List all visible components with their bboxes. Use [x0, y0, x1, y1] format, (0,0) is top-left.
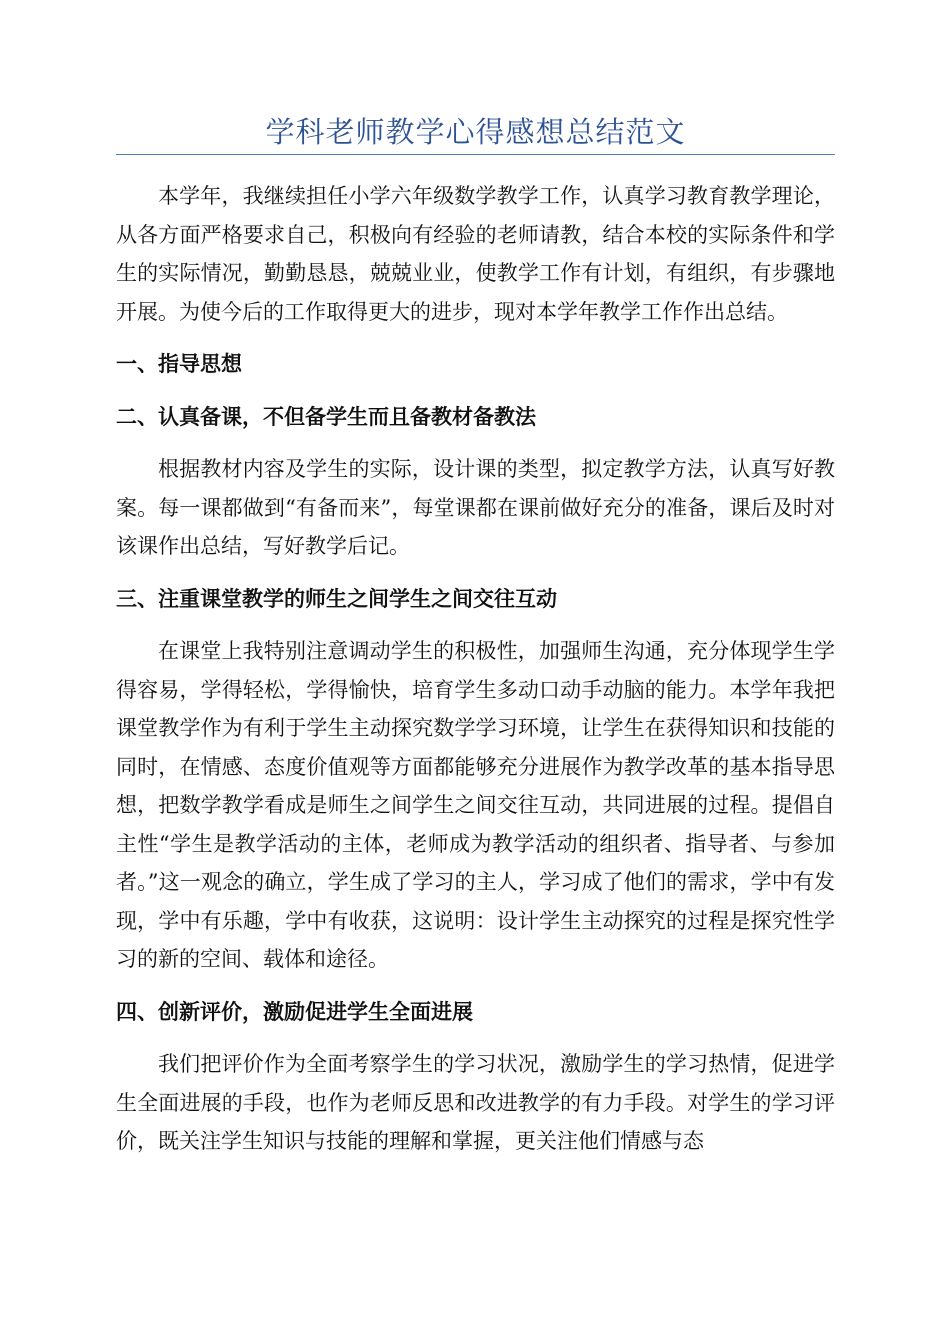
- document-title: 学科老师教学心得感想总结范文: [265, 115, 686, 149]
- section-body-2: 根据教材内容及学生的实际，设计课的类型，拟定教学方法，认真写好教案。每一课都做到“有备而来”，每堂课都在课前做好充分的准备，课后及时对该课作出总结，写好教学后记。: [116, 457, 835, 558]
- intro-paragraph: 本学年，我继续担任小学六年级数学教学工作，认真学习教育教学理论，从各方面严格要求自己，积极向有经验的老师请教，结合本校的实际条件和学生的实际情况，勤勤恳恳，兢兢业业，使教学工作有计划，有组织，有步骤地开展。为使今后的工作取得更大的进步，现对本学年教学工作作出总结。: [116, 184, 835, 324]
- section-body-3: 在课堂上我特别注意调动学生的积极性，加强师生沟通，充分体现学生学得容易，学得轻松，学得愉快，培育学生多动口动手动脑的能力。本学年我把课堂教学作为有利于学生主动探究数学学习环境，让学生在获得知识和技能的同时，在情感、态度价值观等方面都能够充分进展作为教学改革的基本指导思想，把数学教学看成是师生之间学生之间交往互动，共同进展的过程。提倡自主性“学生是教学活动的主体，老师成为教学活动的组织者、指导者、与参加者。”这一观念的确立，学生成了学习的主人，学习成了他们的需求，学中有发现，学中有乐趣，学中有收获，这说明：设计学生主动探究的过程是探究性学习的新的空间、载体和途径。: [116, 639, 835, 971]
- section-body-4: 我们把评价作为全面考察学生的学习状况，激励学生的学习热情，促进学生全面进展的手段，也作为老师反思和改进教学的有力手段。对学生的学习评价，既关注学生知识与技能的理解和掌握，更关注他们情感与态: [116, 1052, 835, 1153]
- title-underline: [116, 154, 835, 155]
- section-heading-3: 三、注重课堂教学的师生之间学生之间交往互动: [116, 586, 557, 611]
- section-heading-4: 四、创新评价，激励促进学生全面进展: [116, 999, 473, 1024]
- section-heading-2: 二、认真备课，不但备学生而且备教材备教法: [116, 404, 536, 429]
- section-heading-1: 一、指导思想: [116, 352, 242, 376]
- document-body: [116, 177, 835, 1175]
